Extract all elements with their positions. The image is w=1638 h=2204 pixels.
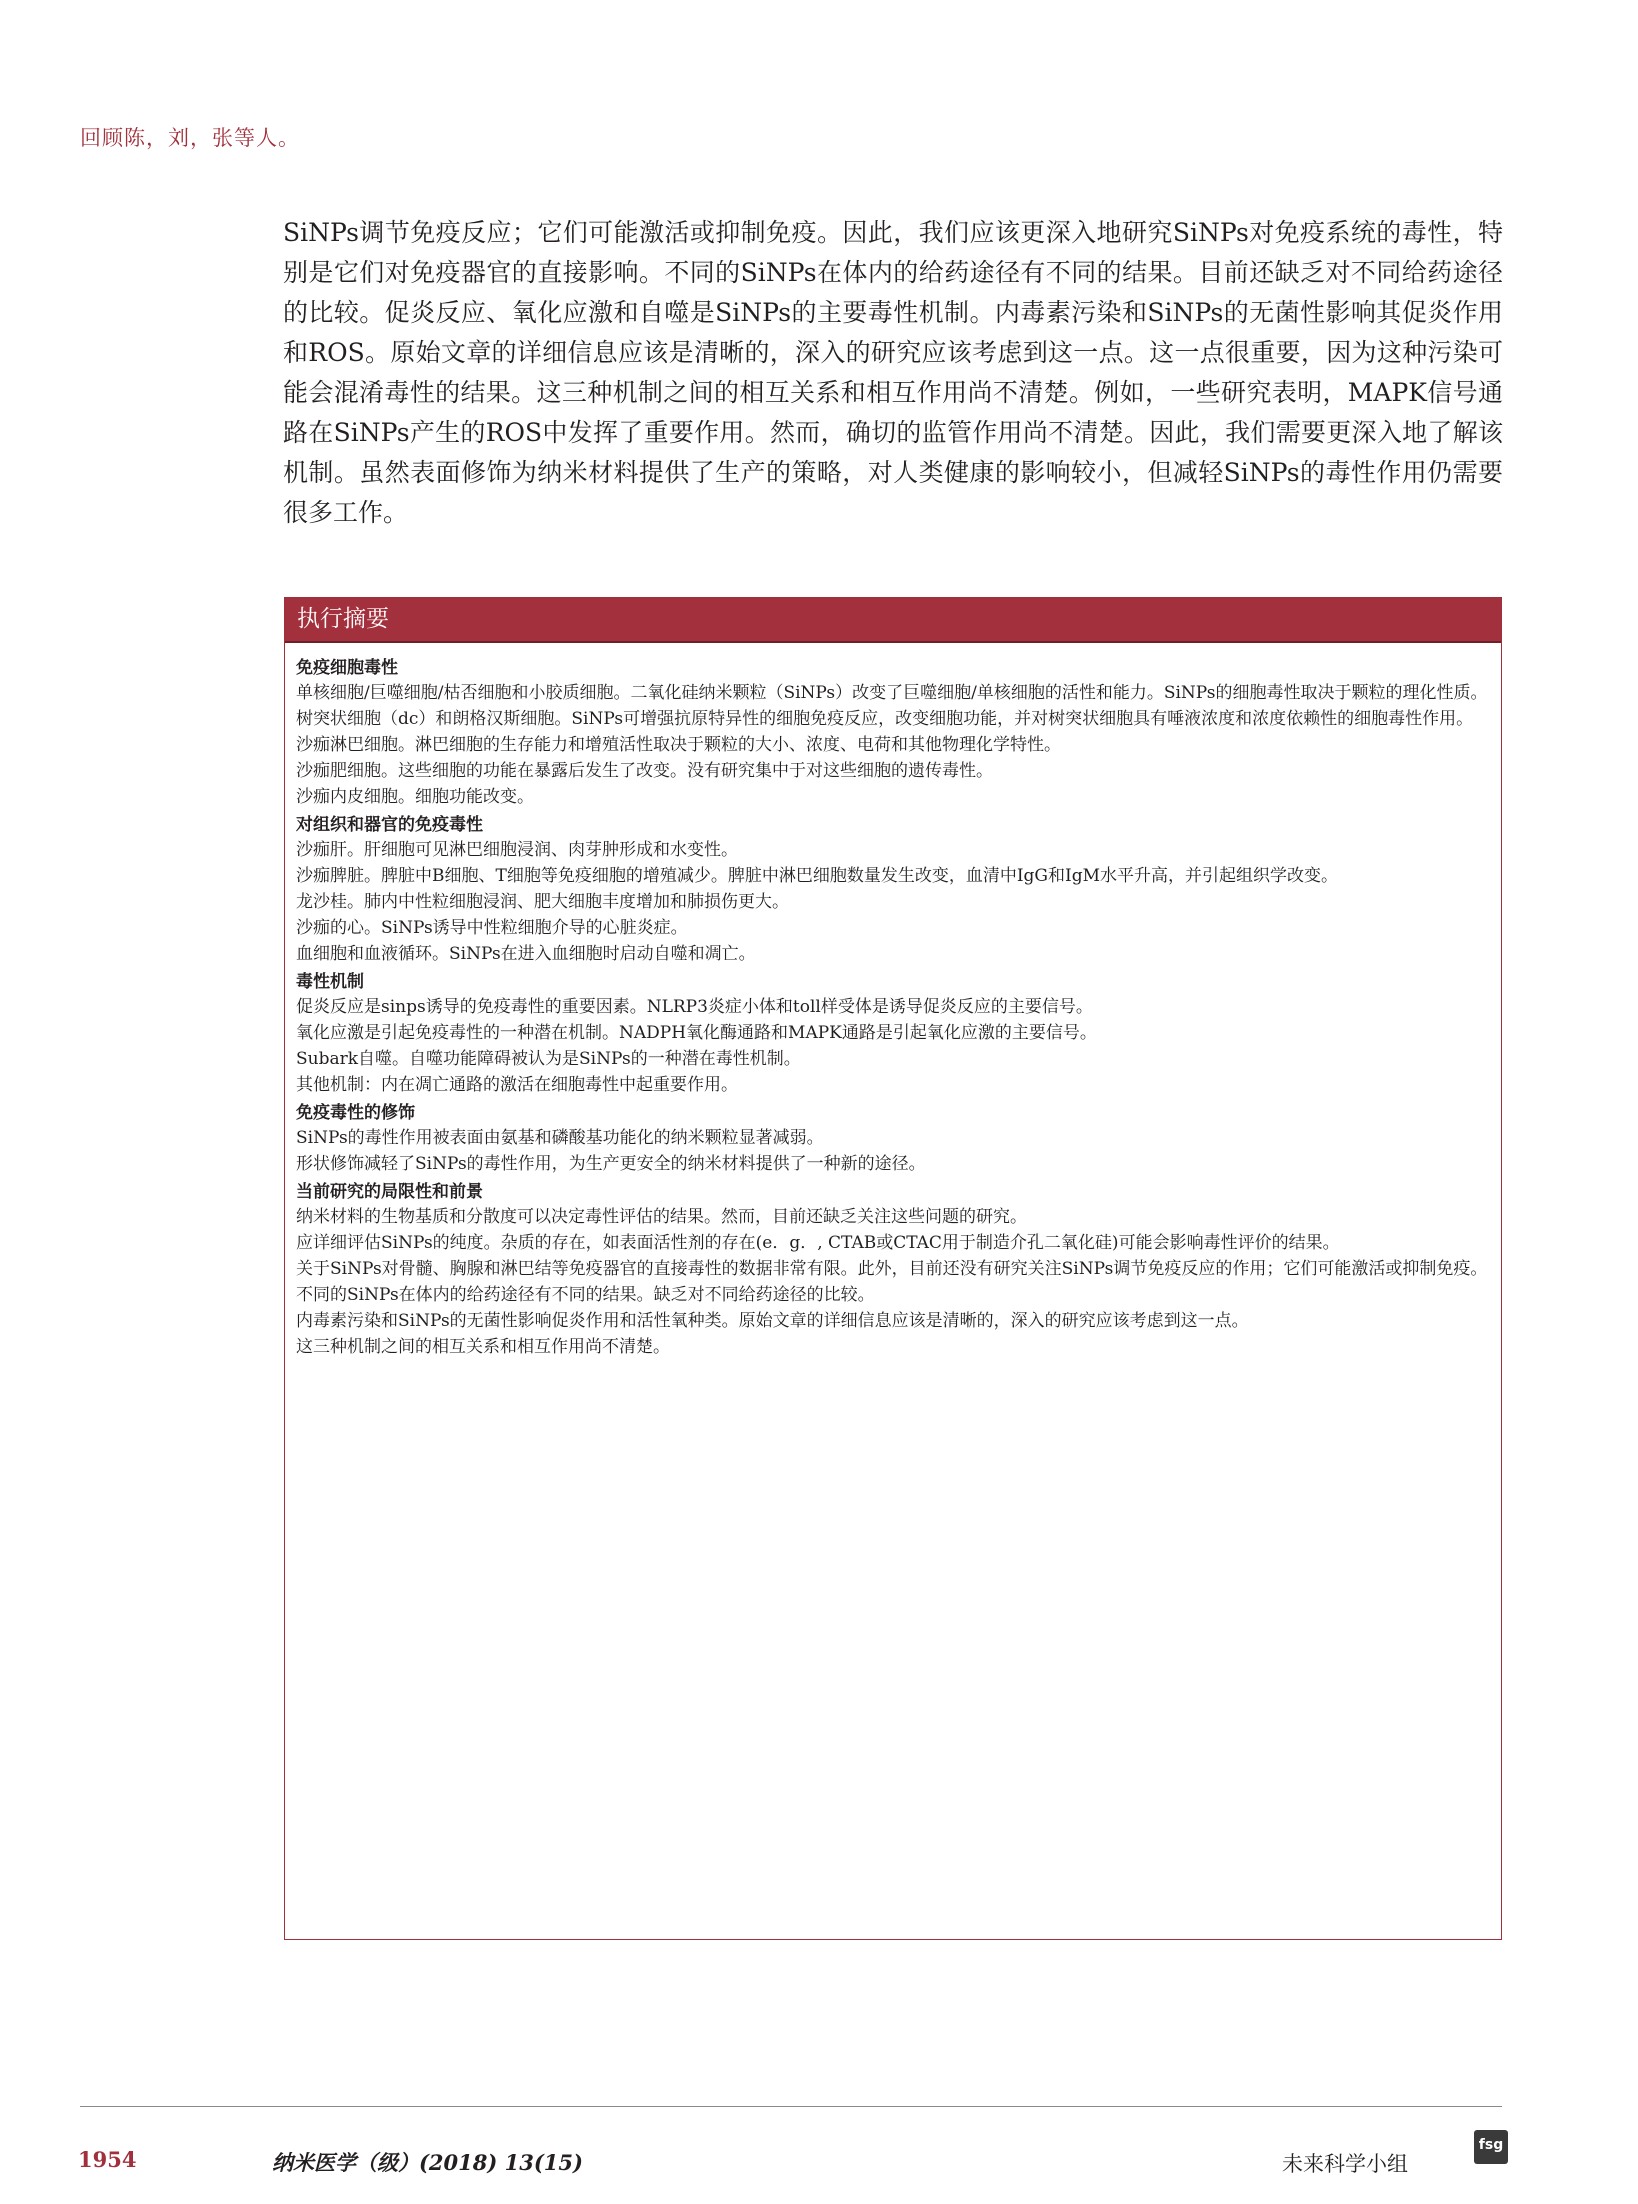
summary-item: 树突状细胞（dc）和朗格汉斯细胞。SiNPs可增强抗原特异性的细胞免疫反应，改变细胞功能，并对树突状细胞具有唾液浓度和浓度依赖性的细胞毒性作用。: [296, 709, 1474, 729]
executive-summary-content: [285, 643, 1501, 1360]
section-heading: 毒性机制: [296, 972, 364, 992]
summary-item: 单核细胞/巨噬细胞/枯否细胞和小胶质细胞。二氧化硅纳米颗粒（SiNPs）改变了巨噬细胞/单核细胞的活性和能力。SiNPs的细胞毒性取决于颗粒的理化性质。: [296, 683, 1488, 703]
summary-item: 沙痂的心。SiNPs诱导中性粒细胞介导的心脏炎症。: [296, 918, 688, 938]
summary-item: 应详细评估SiNPs的纯度。杂质的存在，如表面活性剂的存在(e．g．, CTAB或CTAC用于制造介孔二氧化硅)可能会影响毒性评价的结果。: [296, 1233, 1340, 1253]
summary-item: 沙痂内皮细胞。细胞功能改变。: [296, 787, 534, 807]
executive-summary-title: 执行摘要: [285, 598, 1501, 643]
summary-item: 龙沙桂。肺内中性粒细胞浸润、肥大细胞丰度增加和肺损伤更大。: [296, 892, 789, 912]
section-heading: 免疫细胞毒性: [296, 658, 398, 678]
summary-item: 血细胞和血液循环。SiNPs在进入血细胞时启动自噬和凋亡。: [296, 944, 756, 964]
summary-item: 促炎反应是sinps诱导的免疫毒性的重要因素。NLRP3炎症小体和toll样受体是诱导促炎反应的主要信号。: [296, 997, 1093, 1017]
body-text: [283, 213, 1503, 533]
summary-item: 纳米材料的生物基质和分散度可以决定毒性评估的结果。然而，目前还缺乏关注这些问题的研究。: [296, 1207, 1027, 1227]
section-heading: 免疫毒性的修饰: [296, 1103, 415, 1123]
body-paragraph: SiNPs调节免疫反应；它们可能激活或抑制免疫。因此，我们应该更深入地研究SiNPs对免疫系统的毒性，特别是它们对免疫器官的直接影响。不同的SiNPs在体内的给药途径有不同的结果。目前还缺乏对不同给药途径的比较。促炎反应、氧化应激和自噬是SiNPs的主要毒性机制。内毒素污染和SiNPs的无菌性影响其促炎作用和ROS。原始文章的详细信息应该是清晰的，深入的研究应该考虑到这一点。这一点很重要，因为这种污染可能会混淆毒性的结果。这三种机制之间的相互关系和相互作用尚不清楚。例如，一些研究表明，MAPK信号通路在SiNPs产生的ROS中发挥了重要作用。然而，确切的监管作用尚不清楚。因此，我们需要更深入地了解该机制。虽然表面修饰为纳米材料提供了生产的策略，对人类健康的影响较小，但减轻SiNPs的毒性作用仍需要很多工作。: [283, 218, 1503, 527]
summary-item: 形状修饰减轻了SiNPs的毒性作用，为生产更安全的纳米材料提供了一种新的途径。: [296, 1154, 926, 1174]
footer-divider: [80, 2106, 1502, 2107]
running-head: 回顾陈，刘，张等人。: [80, 126, 300, 150]
summary-item: 沙痂脾脏。脾脏中B细胞、T细胞等免疫细胞的增殖减少。脾脏中淋巴细胞数量发生改变，血清中IgG和IgM水平升高，并引起组织学改变。: [296, 866, 1339, 886]
summary-item: 氧化应激是引起免疫毒性的一种潜在机制。NADPH氧化酶通路和MAPK通路是引起氧化应激的主要信号。: [296, 1023, 1097, 1043]
publisher-logo-icon: fsg: [1474, 2130, 1508, 2164]
section-heading: 当前研究的局限性和前景: [296, 1182, 483, 1202]
journal-citation: 纳米医学（级）(2018) 13(15): [272, 2150, 583, 2175]
summary-item: Subark自噬。自噬功能障碍被认为是SiNPs的一种潜在毒性机制。: [296, 1049, 801, 1069]
executive-summary-box: [284, 597, 1502, 1940]
summary-item: 这三种机制之间的相互关系和相互作用尚不清楚。: [296, 1337, 670, 1357]
summary-item: SiNPs的毒性作用被表面由氨基和磷酸基功能化的纳米颗粒显著减弱。: [296, 1128, 824, 1148]
summary-item: 其他机制：内在凋亡通路的激活在细胞毒性中起重要作用。: [296, 1075, 738, 1095]
summary-item: 不同的SiNPs在体内的给药途径有不同的结果。缺乏对不同给药途径的比较。: [296, 1285, 875, 1305]
summary-item: 内毒素污染和SiNPs的无菌性影响促炎作用和活性氧种类。原始文章的详细信息应该是清晰的，深入的研究应该考虑到这一点。: [296, 1311, 1249, 1331]
summary-item: 沙痂肝。肝细胞可见淋巴细胞浸润、肉芽肿形成和水变性。: [296, 840, 738, 860]
summary-item: 关于SiNPs对骨髓、胸腺和淋巴结等免疫器官的直接毒性的数据非常有限。此外，目前还没有研究关注SiNPs调节免疫反应的作用；它们可能激活或抑制免疫。: [296, 1259, 1488, 1279]
summary-item: 沙痂淋巴细胞。淋巴细胞的生存能力和增殖活性取决于颗粒的大小、浓度、电荷和其他物理化学特性。: [296, 735, 1061, 755]
publisher-name: 未来科学小组: [1282, 2152, 1408, 2176]
section-heading: 对组织和器官的免疫毒性: [296, 815, 483, 835]
summary-item: 沙痂肥细胞。这些细胞的功能在暴露后发生了改变。没有研究集中于对这些细胞的遗传毒性。: [296, 761, 993, 781]
page-number: 1954: [78, 2147, 137, 2172]
